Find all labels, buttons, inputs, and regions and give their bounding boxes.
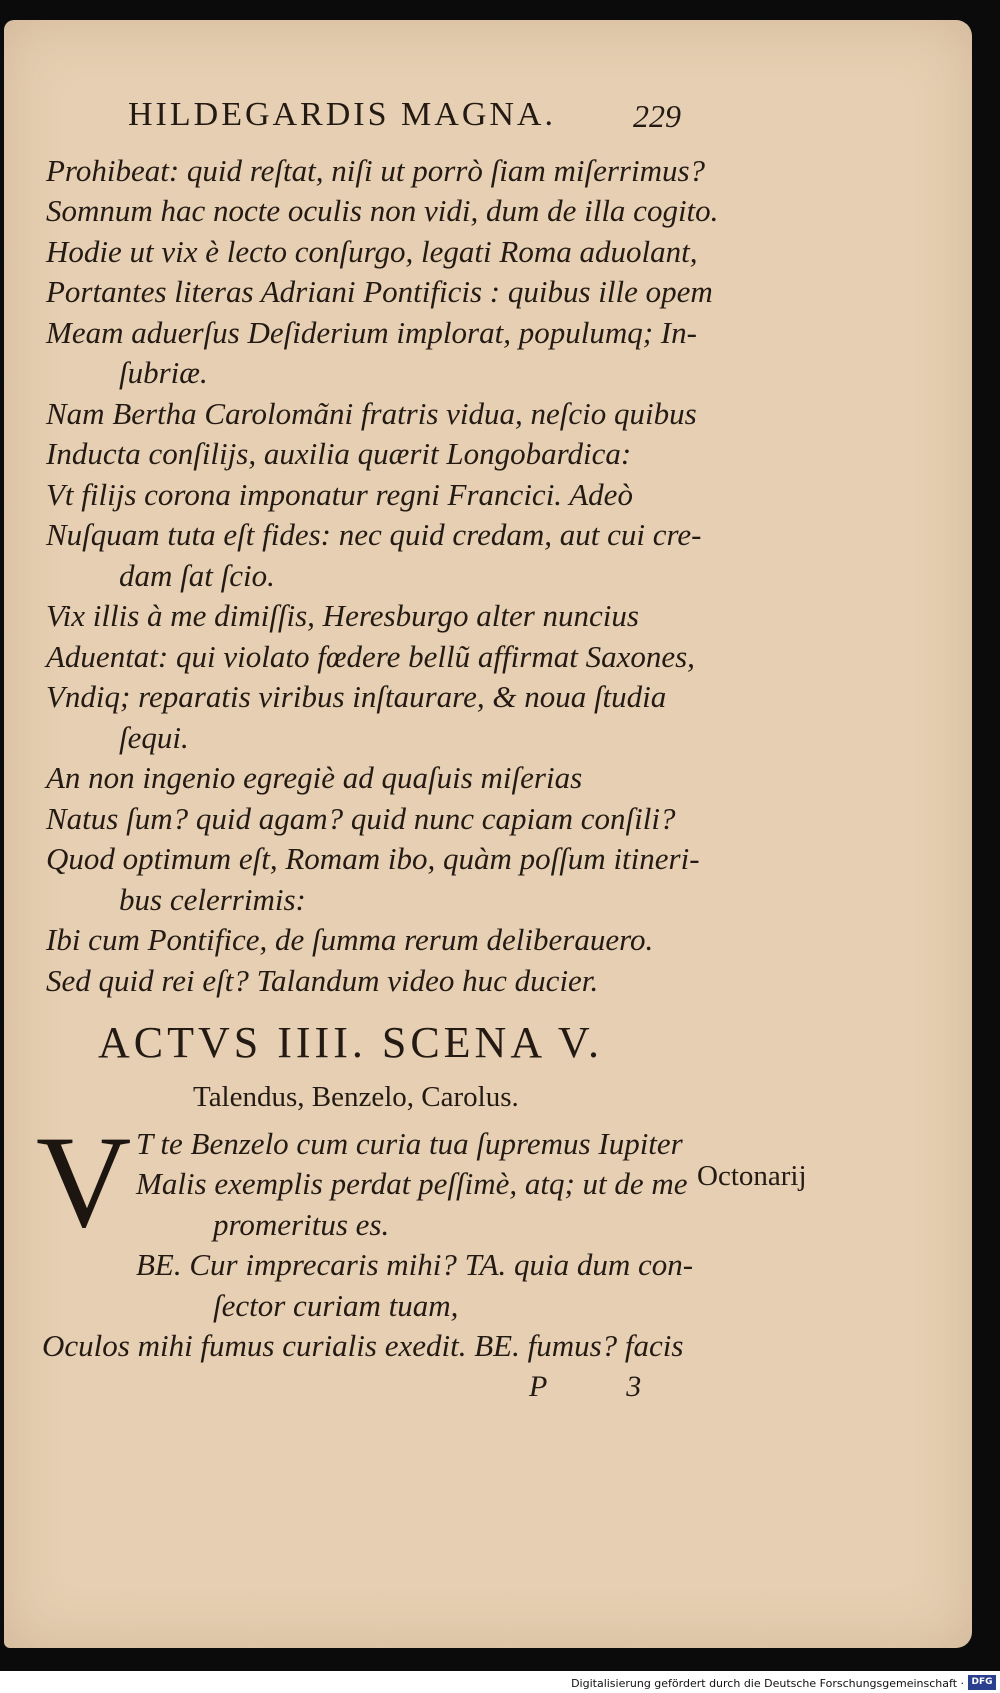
verse-line: ſector curiam tuam,: [213, 1288, 459, 1323]
verse-line: Ibi cum Pontifice, de ſumma rerum deliberauero.: [46, 922, 654, 957]
verse-line: Portantes literas Adriani Pontificis : quibus ille opem: [46, 274, 713, 309]
verse-line: Quod optimum eſt, Romam ibo, quàm poſſum itineri-: [46, 841, 700, 876]
verse-line: An non ingenio egregiè ad quaſuis miſerias: [46, 760, 583, 795]
footer-bar: [0, 1671, 1000, 1693]
dfg-logo-icon: DFG: [968, 1675, 996, 1690]
verse-line: Natus ſum? quid agam? quid nunc capiam conſili?: [46, 801, 676, 836]
verse-line: ſubriæ.: [119, 355, 208, 390]
verse-line: BE. Cur imprecaris mihi? TA. quia dum con-: [136, 1247, 694, 1282]
verse-line: Somnum hac nocte oculis non vidi, dum de illa cogito.: [46, 193, 719, 228]
verse-line: Malis exemplis perdat peſſimè, atq; ut de me: [136, 1166, 688, 1201]
speaker-list: Talendus, Benzelo, Carolus.: [193, 1081, 519, 1113]
verse-line: Sed quid rei eſt? Talandum video huc ducier.: [46, 963, 599, 998]
verse-line: Vt filijs corona imponatur regni Francici. Adeò: [46, 477, 633, 512]
verse-line: Prohibeat: quid reſtat, niſi ut porrò ſiam miſerrimus?: [46, 153, 706, 188]
scan-border: [0, 1648, 1000, 1671]
scene-heading: ACTVS IIII. SCENA V.: [98, 1018, 603, 1067]
verse-line: Nam Bertha Carolomãni fratris vidua, neſcio quibus: [46, 396, 697, 431]
verse-line: Vix illis à me dimiſſis, Heresburgo alter nuncius: [46, 598, 639, 633]
verse-line: Nuſquam tuta eſt fides: nec quid credam, aut cui cre-: [46, 517, 702, 552]
verse-line: Inducta conſilijs, auxilia quærit Longobardica:: [46, 436, 632, 471]
verse-line: ſequi.: [119, 720, 189, 755]
verse-line: Hodie ut vix è lecto conſurgo, legati Roma aduolant,: [46, 234, 698, 269]
margin-note: Octonarij: [697, 1160, 807, 1192]
signature-mark: P 3: [529, 1370, 678, 1403]
verse-line: Aduentat: qui violato fœdere bellũ affirmat Saxones,: [46, 639, 695, 674]
verse-line: bus celerrimis:: [119, 882, 306, 917]
verse-line: Meam aduerſus Deſiderium implorat, populumq; In-: [46, 315, 697, 350]
verse-line: Vndiq; reparatis viribus inſtaurare, & noua ſtudia: [46, 679, 667, 714]
running-head: HILDEGARDIS MAGNA.: [128, 96, 556, 133]
funding-notice: Digitalisierung gefördert durch die Deutsche Forschungsgemeinschaft ·: [571, 1677, 964, 1690]
verse-line: promeritus es.: [213, 1207, 390, 1242]
verse-line: Oculos mihi fumus curialis exedit. BE. fumus? facis: [42, 1328, 684, 1363]
verse-line: T te Benzelo cum curia tua ſupremus Iupiter: [136, 1126, 683, 1161]
page-number: 229: [633, 98, 681, 134]
drop-cap: V: [36, 1108, 132, 1255]
verse-line: dam ſat ſcio.: [119, 558, 275, 593]
